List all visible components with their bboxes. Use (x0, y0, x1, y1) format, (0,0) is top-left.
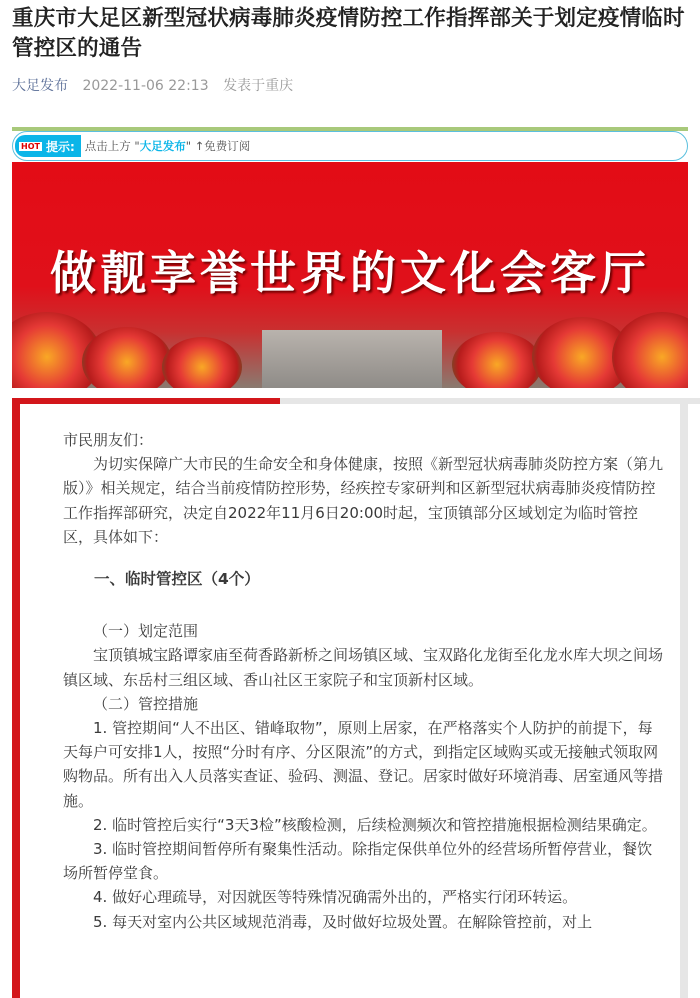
banner-image (12, 162, 688, 388)
article-body (63, 428, 667, 934)
subheading: （一）划定范围 (93, 622, 199, 641)
tip-label (15, 135, 81, 157)
peony-graphic (82, 327, 172, 388)
tip-account[interactable]: 大足发布 (139, 139, 186, 153)
publish-datetime: 2022-11-06 22:13 (82, 78, 209, 94)
tip-pre: 点击上方 " (84, 139, 140, 153)
tip-text (85, 138, 251, 154)
peony-graphic (612, 312, 688, 388)
subheading: （二）管控措施 (93, 694, 199, 713)
publish-location: 发表于重庆 (223, 78, 294, 94)
section-heading: 一、临时管控区（4个） (94, 570, 260, 589)
peony-graphic (162, 337, 242, 388)
hot-badge: HOT (21, 141, 40, 151)
article-meta (12, 75, 303, 95)
measure-item: 3. 临时管控期间暂停所有聚集性活动。除指定保供单位外的经营场所暂停营业，餐饮场所暂停堂食。 (63, 840, 653, 883)
source-account-link[interactable]: 大足发布 (12, 78, 68, 94)
intro-paragraph: 为切实保障广大市民的生命安全和身体健康，按照《新型冠状病毒肺炎防控方案（第九版）》相关规定，结合当前疫情防控形势，经疾控专家研判和区新型冠状病毒肺炎疫情防控工作指挥部研究，决定自2022年11月6日20:00时起，宝顶镇部分区域划定为临时管控区，具体如下： (63, 455, 664, 546)
greeting: 市民朋友们： (63, 431, 154, 449)
measure-item: 4. 做好心理疏导，对因就医等特殊情况确需外出的，严格实行闭环转运。 (93, 888, 578, 907)
measure-item: 2. 临时管控后实行“3天3检”核酸检测，后续检测频次和管控措施根据检测结果确定。 (93, 815, 657, 834)
measure-item: 1. 管控期间“人不出区、错峰取物”，原则上居家，在严格落实个人防护的前提下，每天每户可安排1人，按照“分时有序、分区限流”的方式，到指定区域购买或无接触式领取网购物品。所有出入人员落实查证、验码、测温、登记。居家时做好环境消毒、居室通风等措施。 (63, 719, 664, 810)
scope-paragraph: 宝顶镇城宝路谭家庙至荷香路新桥之间场镇区域、宝双路化龙街至化龙水库大坝之间场镇区域、东岳村三组区域、香山社区王家院子和宝顶新村区域。 (63, 646, 664, 689)
tip-label-text: 提示: (45, 139, 75, 154)
article-title: 重庆市大足区新型冠状病毒肺炎疫情防控工作指挥部关于划定疫情临时管控区的通告 (12, 6, 685, 61)
building-graphic (262, 330, 442, 388)
peony-graphic (452, 332, 542, 388)
tip-post: " ↑免费订阅 (185, 139, 251, 153)
banner-slogan: 做靓享誉世界的文化会客厅 (50, 246, 650, 300)
subscribe-tip[interactable] (12, 131, 688, 161)
article-card (12, 398, 688, 998)
measure-item: 5. 每天对室内公共区域规范消毒，及时做好垃圾处置。在解除管控前，对上 (93, 912, 593, 931)
